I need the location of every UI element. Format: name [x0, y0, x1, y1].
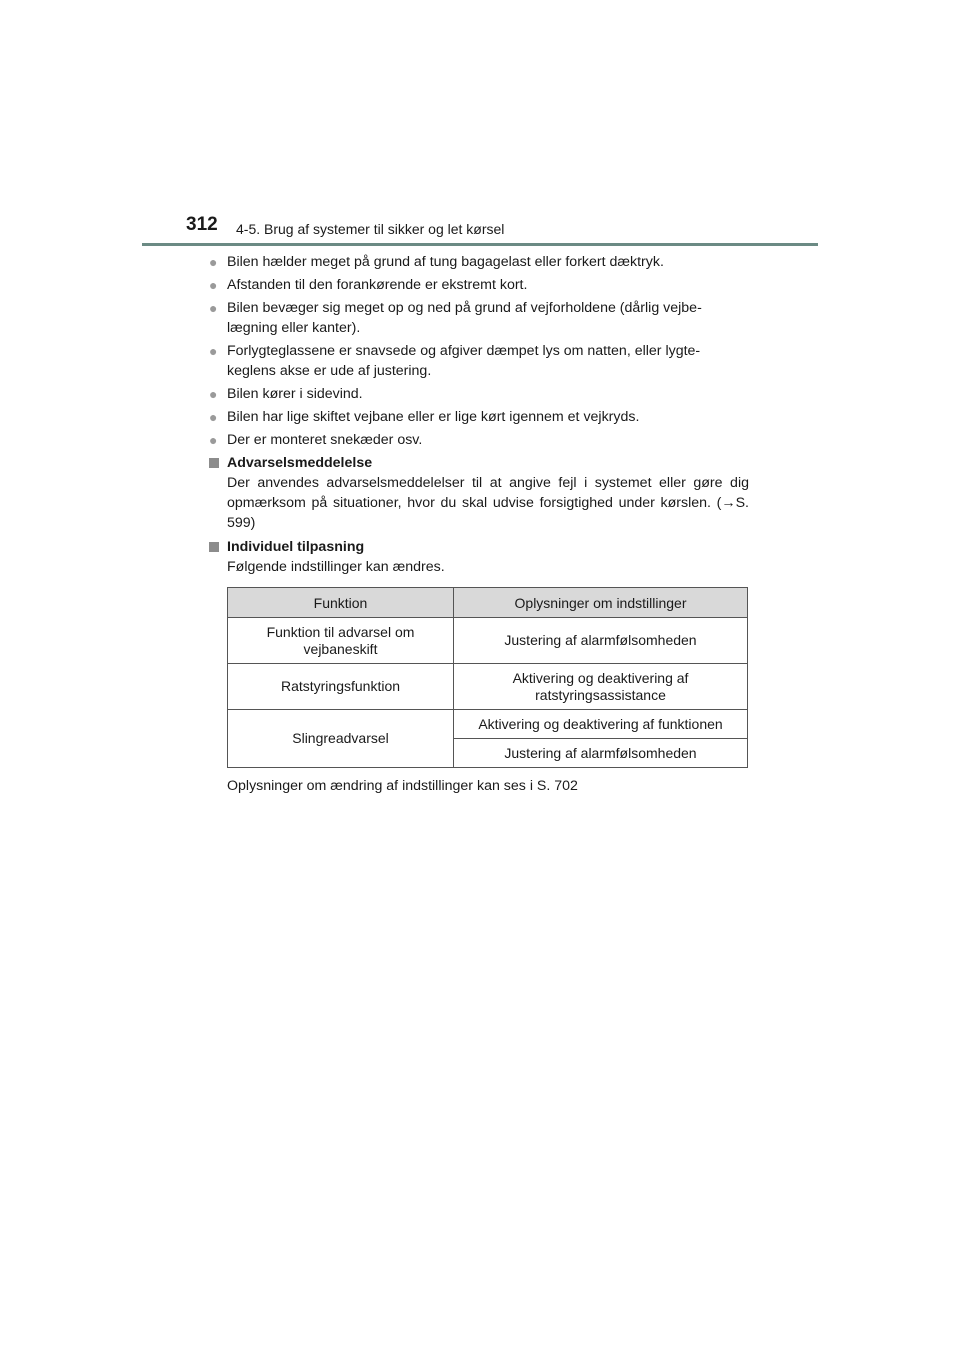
page-content — [209, 252, 749, 796]
bullet-icon: ● — [209, 432, 218, 448]
table-cell: Justering af alarmfølsomheden — [454, 739, 748, 768]
bullet-icon: ● — [209, 343, 218, 359]
table-cell: Justering af alarmfølsomheden — [454, 618, 748, 664]
customization-intro: Følgende indstillinger kan ændres. — [227, 559, 445, 575]
table-cell: Funktion til advarsel om vejbaneskift — [228, 618, 454, 664]
table-cell: Aktivering og deaktivering af funktionen — [454, 710, 748, 739]
table-cell: Aktivering og deaktivering af ratstyringsassistance — [454, 664, 748, 710]
list-item: ● Bilen har lige skiftet vejbane eller er lige kørt igennem et vejkryds. — [209, 409, 640, 425]
table-row — [228, 664, 748, 710]
warning-text: Der anvendes advarselsmeddelelser til at angive fejl i systemet eller gøre dig opmærksom på situationer, hvor du skal udvise forsigtighed under kørslen. (→S. 599) — [227, 475, 749, 531]
customization-heading: Individuel tilpasning — [227, 539, 365, 555]
list-item: ● Forlygteglassene er snavsede og afgiver dæmpet lys om natten, eller lygte-keglens akse er ude af justering. — [209, 343, 701, 379]
list-item: ● Bilen bevæger sig meget op og ned på grund af vejforholdene (dårlig vejbe-lægning eller kanter). — [209, 300, 702, 336]
bullet-icon: ● — [209, 409, 218, 425]
square-bullet-icon — [209, 458, 219, 468]
bullet-icon: ● — [209, 386, 218, 402]
square-bullet-icon — [209, 542, 219, 552]
list-item: ● Bilen kører i sidevind. — [209, 386, 363, 402]
table-header: Funktion — [228, 588, 454, 618]
customization-section — [209, 537, 749, 577]
settings-table — [227, 587, 748, 768]
section-title: 4-5. Brug af systemer til sikker og let kørsel — [236, 221, 505, 237]
bullet-icon: ● — [209, 300, 218, 316]
warning-heading: Advarselsmeddelelse — [227, 455, 373, 471]
table-header: Oplysninger om indstillinger — [454, 588, 748, 618]
list-item: ● Afstanden til den forankørende er ekstremt kort. — [209, 277, 528, 293]
footnote: Oplysninger om ændring af indstillinger kan ses i S. 702 — [227, 778, 578, 794]
list-item: ● Der er monteret snekæder osv. — [209, 432, 423, 448]
bullet-icon: ● — [209, 277, 218, 293]
list-item: ● Bilen hælder meget på grund af tung bagagelast eller forkert dæktryk. — [209, 254, 664, 270]
table-cell: Slingreadvarsel — [228, 710, 454, 768]
bullet-icon: ● — [209, 254, 218, 270]
table-cell: Ratstyringsfunktion — [228, 664, 454, 710]
table-row — [228, 618, 748, 664]
table-header-row — [228, 588, 748, 618]
warning-section — [209, 453, 749, 533]
header-divider — [142, 243, 818, 246]
table-row — [228, 710, 748, 739]
page-number: 312 — [186, 214, 218, 235]
